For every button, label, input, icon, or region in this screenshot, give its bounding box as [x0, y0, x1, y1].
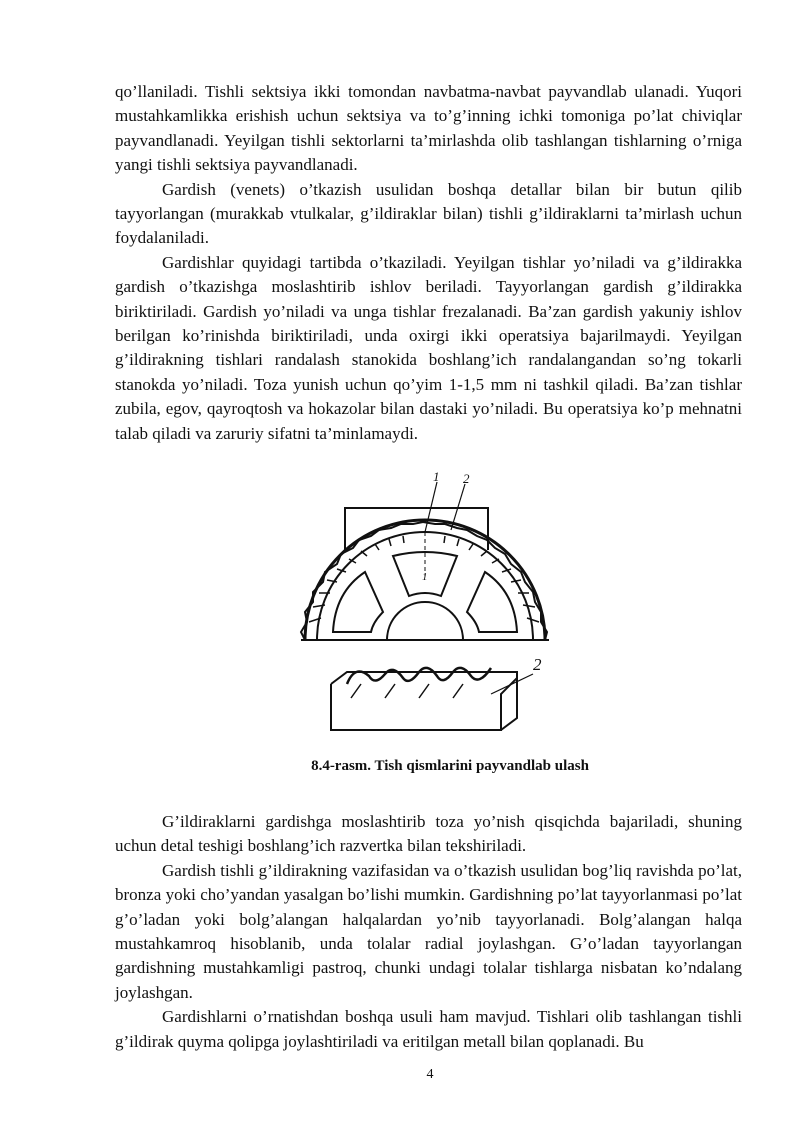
paragraph: Gardishlar quyidagi tartibda o’tkaziladi. Yeyilgan tishlar yo’niladi va g’ildirakka gardish o’tkazishga moslashtirib ishlov beriladi. Tayyorlangan gardish g’ildirakka biriktiriladi. Gardish yo’niladi va unga tishlar frezalanadi. Ba’zan gardish yakuniy ishlov berilgan ko’rinishda biriktiriladi, unda oxirgi ikki operatsiya bajarilmaydi. Yeyilgan g’ildirakning tishlari randalash stanokida boshlang’ich randalangandan so’ng tokarli stanokda yo’niladi. Toza yunish uchun qo’yim 1-1,5 mm ni tashkil qiladi. Ba’zan tishlar zubila, egov, qayroqtosh va hokazolar bilan dastaki yo’niladi. Bu operatsiya ko’p mehnatni talab qiladi va zaruriy sifatni ta’minlamaydi. [115, 252, 742, 443]
rack-top [331, 672, 517, 684]
spoke-window-right [467, 572, 517, 632]
rack-hatching [351, 684, 463, 698]
paragraph: Gardish (venets) o’tkazish usulidan boshqa detallar bilan bir butun qilib tayyorlangan (murakkab vtulkalar, g’ildiraklar bilan) tishli g’ildiraklarni ta’mirlash uchun foydalaniladi. [115, 179, 742, 248]
paragraph: G’ildiraklarni gardishga moslashtirib toza yo’nish qisqichda bajariladi, shuning uchun detal teshigi boshlang’ich razvertka bilan tekshiriladi. [115, 812, 742, 856]
spoke-window-left [333, 572, 383, 632]
paragraph: qo’llaniladi. Tishli sektsiya ikki tomondan navbatma-navbat payvandlab ulanadi. Yuqori mustahkamlikka erishish uchun sektsiya va to’g’inning ichki tomoniga po’lat chiviqlar payvandlanadi. Yeyilgan tishli sektorlarni ta’mirlashda olib tashlangan tishlarning o’rniga yangi tishli sektsiya payvandlanadi. [115, 82, 742, 175]
figure-caption: 8.4-rasm. Tish qismlarini payvandlab ulash [311, 758, 589, 774]
figure-gear-welding [295, 472, 555, 742]
label-top-1: 1 [433, 472, 440, 484]
paragraph: Gardishlarni o’rnatishdan boshqa usuli ham mavjud. Tishlari olib tashlangan tishli g’ildirak quyma qolipga joylashtiriladi va eritilgan metall bilan qoplanadi. Bu [115, 1007, 742, 1051]
gear-hub [387, 602, 463, 640]
text-block-top [115, 80, 742, 446]
page-number: 4 [426, 1067, 434, 1082]
leader-line-bottom [491, 674, 533, 694]
label-top-2: 2 [463, 472, 470, 486]
rack-teeth [347, 668, 491, 684]
text-block-bottom [115, 810, 742, 1054]
label-bottom: 2 [533, 655, 542, 674]
label-center: 1 [422, 571, 428, 583]
paragraph: Gardish tishli g’ildirakning vazifasidan va o’tkazish usulidan bog’liq ravishda po’lat, bronza yoki cho’yandan yasalgan bo’lishi mumkin. Gardishning po’lat tayyorlanmasi po’lat g’o’ladan yoki bolg’alangan halqalardan yo’nib tayyorlanadi. Bolg’alangan halqa mustahkamroq hisoblanib, unda tolalar radial joylashgan. G’o’ladan tayyorlangan gardishning mustahkamligi pastroq, chunki undagi tolalar tishlarga nisbatan ko’ndalang joylashgan. [115, 860, 742, 1002]
gear-illustration [295, 472, 555, 742]
